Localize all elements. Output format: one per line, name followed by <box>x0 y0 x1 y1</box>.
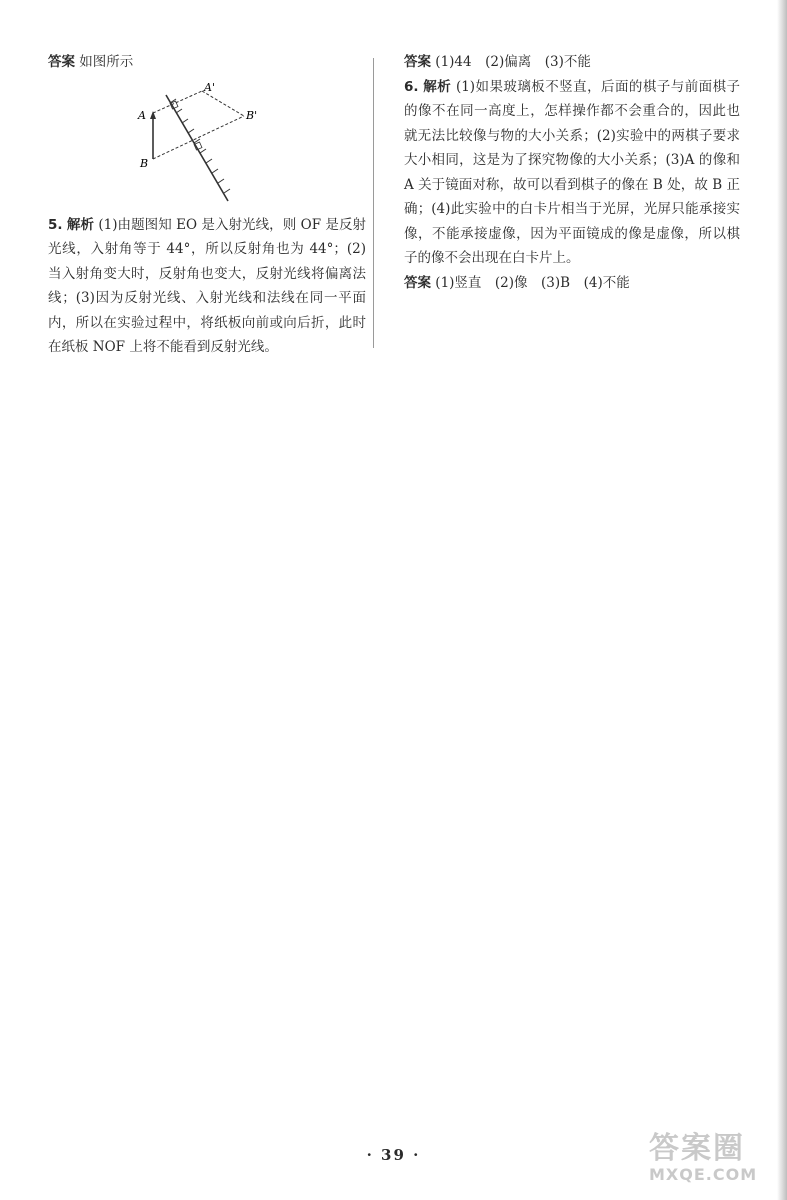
image-line <box>202 91 244 116</box>
analysis-label: 解析 <box>66 216 95 233</box>
question-number: 6. <box>404 78 419 95</box>
site-watermark <box>649 1132 769 1186</box>
question-6-analysis <box>388 75 740 271</box>
label-a: A <box>138 108 146 122</box>
answer-label: 答案 <box>404 54 431 70</box>
answer-label: 答案 <box>404 274 431 291</box>
analysis-label: 解析 <box>423 78 452 95</box>
answer-label: 答案 <box>48 54 75 70</box>
column-divider <box>373 58 374 348</box>
answer-text: 如图所示 <box>79 54 134 70</box>
left-column <box>48 50 366 360</box>
dashed-line-a <box>153 91 202 113</box>
label-b: B <box>140 156 149 170</box>
label-a-prime: A' <box>204 82 215 94</box>
analysis-text: (1)如果玻璃板不竖直，后面的棋子与前面棋子的像不在同一高度上，怎样操作都不会重合的，因此也就无法比较像与物的大小关系；(2)实验中的两棋子要求大小相同，这是为了探究物像的大小关系；(3)A 的像和 A 关于镜面对称，故可以看到棋子的像在 B 处，故 B 正确；(4)此实验中的白卡片相当于光屏，光屏只能承接实像，不能承接虚像，因为平面镜成的像是虚像，所以棋子的像不会出现在白卡片上。 <box>404 78 741 266</box>
mirror-line <box>166 95 228 201</box>
answer-line <box>48 50 366 75</box>
question-number: 5. <box>48 216 63 233</box>
answer-text: (1)44 (2)偏离 (3)不能 <box>435 54 591 70</box>
right-column <box>388 50 740 295</box>
question-5-answer <box>388 50 740 75</box>
scan-edge-shadow <box>777 0 787 1200</box>
analysis-text: (1)由题图知 EO 是入射光线，则 OF 是反射光线，入射角等于 44°，所以反射角也为 44°；(2)当入射角变大时，反射角也变大，反射光线将偏离法线；(3)因为反射光线、入射光线和法线在同一平面内，所以在实验过程中，将纸板向前或向后折，此时在纸板 NOF 上将不能看到反射光线。 <box>48 216 367 355</box>
question-6-answer <box>388 271 740 296</box>
mirror-hatching <box>170 99 230 193</box>
question-5-analysis <box>48 213 366 360</box>
page-number: · 39 · <box>366 1146 421 1164</box>
watermark-line-2: MXQE.COM <box>649 1165 758 1184</box>
mirror-diagram <box>124 83 274 203</box>
label-b-prime: B' <box>246 108 258 122</box>
answer-text: (1)竖直 (2)像 (3)B (4)不能 <box>435 274 630 291</box>
dashed-line-b <box>153 116 244 159</box>
watermark-line-1: 答案圈 <box>649 1131 745 1166</box>
